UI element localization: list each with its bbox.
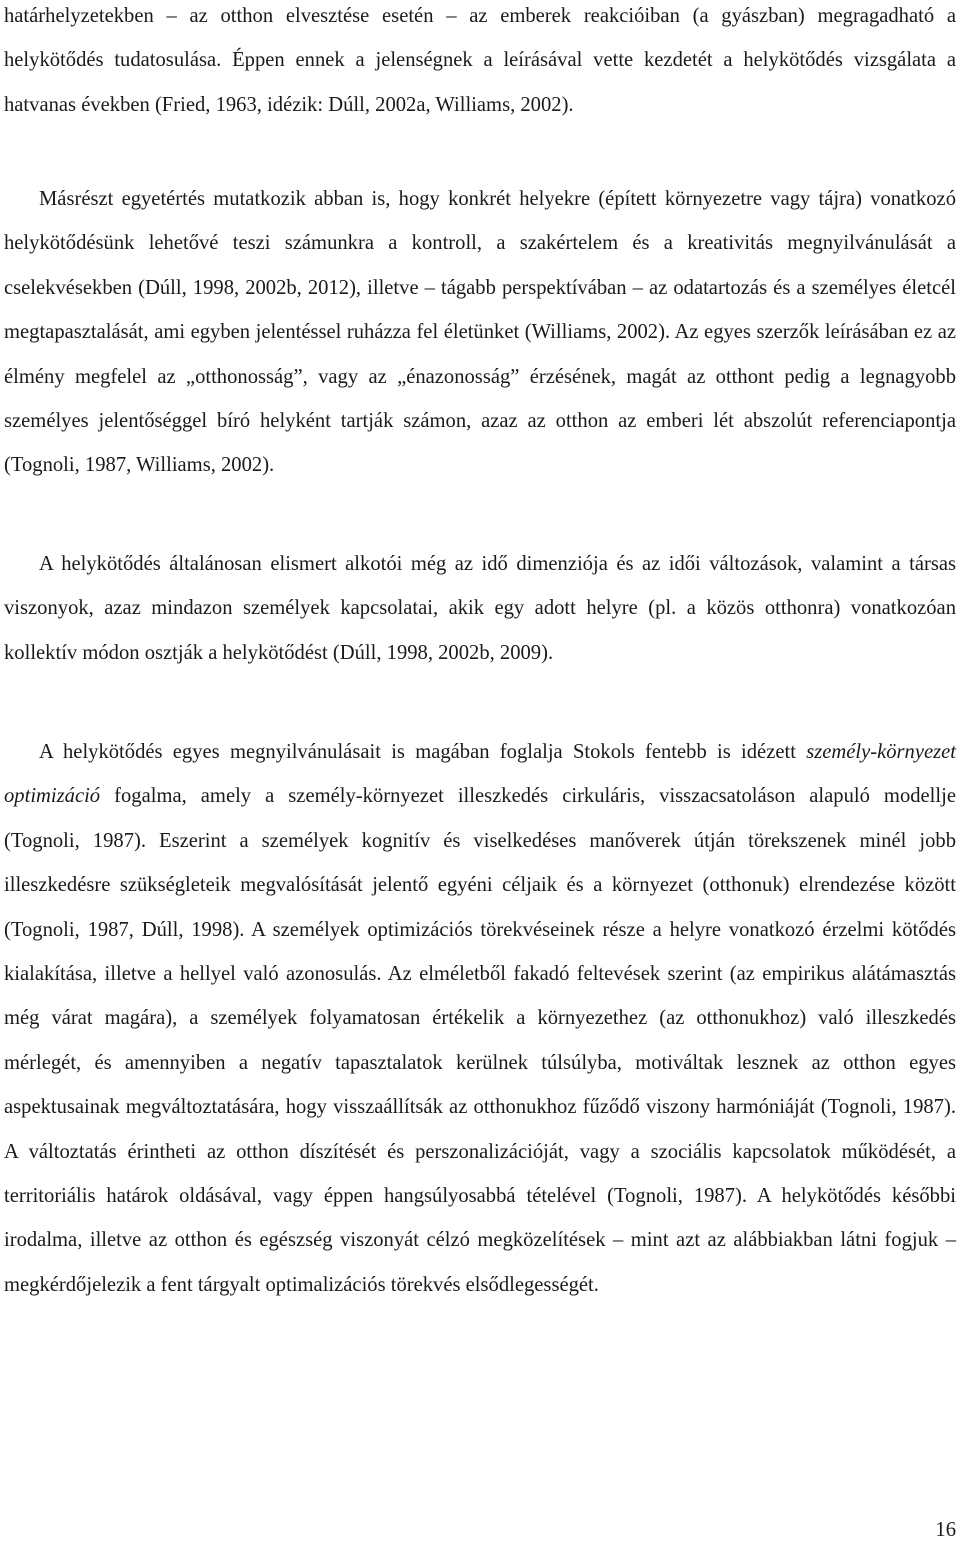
- paragraph: [4, 0, 956, 127]
- paragraph-text: fogalma, amely a személy-környezet illeszkedés cirkuláris, visszacsatoláson alapuló modellje (Tognoli, 1987). Eszerint a személyek kognitív és viselkedéses manőverek útján törekszenek minél jobb illeszkedésre szükségleteik megvalósítását jelentő egyéni céljaik és a környezet (otthonuk) elrendezése között (Tognoli, 1987, Dúll, 1998). A személyek optimizációs törekvéseinek része a helyre vonatkozó érzelmi kötődés kialakítása, illetve a hellyel való azonosulás. Az elméletből fakadó feltevések szerint (az empirikus alátámasztás még várat magára), a személyek folyamatosan értékelik a környezethez (az otthonukhoz) való illeszkedés mérlegét, és amennyiben a negatív tapasztalatok kerülnek túlsúlyba, motiváltak lesznek az otthon egyes aspektusainak megváltoztatására, hogy visszaállítsák az otthonukhoz fűződő viszony harmóniáját (Tognoli, 1987). A változtatás érintheti az otthon díszítését és perszonalizációját, vagy a szociális kapcsolatok működését, a territoriális határok oldásával, vagy éppen hangsúlyosabbá tételével (Tognoli, 1987). A helykötődés későbbi irodalma, illetve az otthon és egészség viszonyát célzó megközelítések – mint azt az alábbiakban látni fogjuk – megkérdőjelezik a fent tárgyalt optimalizációs törekvés elsődlegességét.: [4, 785, 956, 1296]
- italic-term: személy-környezet optimizáció: [4, 741, 956, 808]
- paragraph-text: A helykötődés egyes megnyilvánulásait is magában foglalja Stokols fentebb is idézett: [39, 741, 807, 763]
- paragraph-text: Másrészt egyetértés mutatkozik abban is, hogy konkrét helyekre (épített környezetre vagy tájra) vonatkozó helykötődésünk lehetővé teszi számunkra a kontroll, a szakértelem és a kreativitás megnyilvánulását a cselekvésekben (Dúll, 1998, 2002b, 2012), illetve – tágabb perspektívában – az odatartozás és a személyes életcél megtapasztalását, ami egyben jelentéssel ruházza fel életünket (Williams, 2002). Az egyes szerzők leírásában ez az élmény megfelel az „otthonosság”, vagy az „énazonosság” érzésének, magát az otthont pedig a legnagyobb személyes jelentőséggel bíró helyként tartják számon, azaz az otthon az emberi lét abszolút referenciapontja (Tognoli, 1987, Williams, 2002).: [4, 188, 956, 477]
- paragraph-text: határhelyzetekben – az otthon elvesztése esetén – az emberek reakcióiban (a gyászban) megragadható a helykötődés tudatosulása. Éppen ennek a jelenségnek a leírásával vette kezdetét a helykötődés vizsgálata a hatvanas években (Fried, 1963, idézik: Dúll, 2002a, Williams, 2002).: [4, 5, 956, 116]
- paragraph-text: A helykötődés általánosan elismert alkotói még az idő dimenziója és az idői változások, valamint a társas viszonyok, azaz mindazon személyek kapcsolatai, akik egy adott helyre (pl. a közös otthonra) vonatkozóan kollektív módon osztják a helykötődést (Dúll, 1998, 2002b, 2009).: [4, 553, 956, 664]
- paragraph: [4, 542, 956, 675]
- paragraph: [4, 730, 956, 1307]
- paragraph: [4, 177, 956, 488]
- page-number: 16: [935, 1519, 956, 1541]
